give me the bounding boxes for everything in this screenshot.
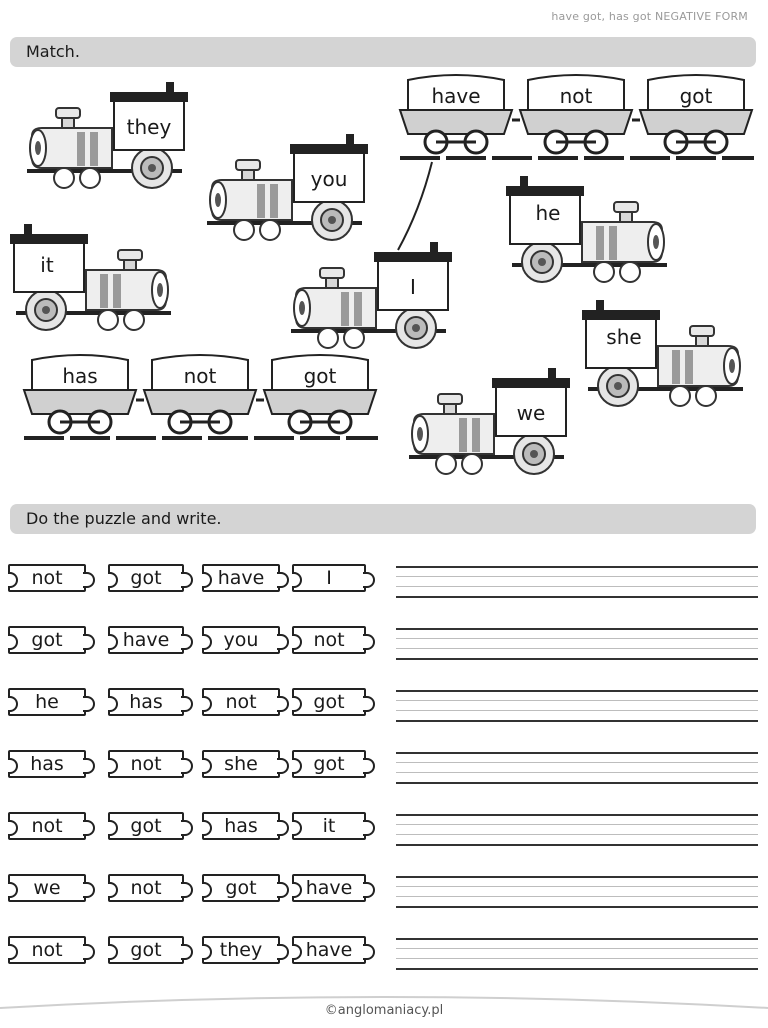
writing-line <box>396 576 758 577</box>
writing-line <box>396 824 758 825</box>
puzzle-knob <box>202 820 212 836</box>
puzzle-piece[interactable] <box>202 874 280 902</box>
engine-label-it: it <box>40 253 54 277</box>
writing-line <box>396 762 758 763</box>
puzzle-word: have <box>305 939 353 961</box>
writing-line <box>396 628 758 630</box>
writing-line <box>396 968 758 970</box>
puzzle-knob <box>292 696 302 712</box>
puzzle-knob <box>363 572 375 588</box>
puzzle-knob <box>363 758 375 774</box>
puzzle-piece[interactable] <box>108 812 184 840</box>
puzzle-piece[interactable] <box>292 626 366 654</box>
puzzle-row <box>8 686 378 720</box>
puzzle-piece[interactable] <box>202 936 280 964</box>
writing-line <box>396 876 758 878</box>
puzzle-knob <box>277 882 289 898</box>
puzzle-word: he <box>35 691 59 713</box>
puzzle-knob <box>108 820 118 836</box>
engine-you <box>207 134 368 240</box>
puzzle-knob <box>181 882 193 898</box>
writing-line <box>396 638 758 639</box>
puzzle-piece[interactable] <box>8 812 86 840</box>
writing-line <box>396 896 758 897</box>
puzzle-knob <box>277 634 289 650</box>
puzzle-word: got <box>225 877 257 899</box>
writing-lines[interactable] <box>396 876 758 908</box>
puzzle-row <box>8 810 378 844</box>
puzzle-word: have <box>217 567 265 589</box>
puzzle-word: got <box>313 691 345 713</box>
puzzle-knob <box>363 944 375 960</box>
puzzle-knob <box>83 696 95 712</box>
puzzle-knob <box>363 696 375 712</box>
puzzle-knob <box>292 572 302 588</box>
writing-line <box>396 772 758 773</box>
puzzle-knob <box>83 634 95 650</box>
wagon-label-not-2: not <box>183 364 217 388</box>
puzzle-knob <box>292 944 302 960</box>
puzzle-word: not <box>130 753 162 775</box>
match-instruction-bar <box>10 37 756 67</box>
puzzle-word: have <box>122 629 170 651</box>
puzzle-row <box>8 748 378 782</box>
train-top-wagons <box>400 75 754 158</box>
puzzle-knob <box>202 696 212 712</box>
puzzle-row <box>8 562 378 596</box>
writing-line <box>396 586 758 587</box>
engine-label-they: they <box>126 115 172 139</box>
puzzle-knob <box>363 820 375 836</box>
puzzle-instruction-bar <box>10 504 756 534</box>
worksheet-topic: have got, has got NEGATIVE FORM <box>551 10 748 23</box>
puzzle-knob <box>108 944 118 960</box>
puzzle-knob <box>202 634 212 650</box>
puzzle-knob <box>202 882 212 898</box>
puzzle-knob <box>292 634 302 650</box>
puzzle-knob <box>8 758 18 774</box>
match-instruction: Match. <box>26 42 80 61</box>
puzzle-piece[interactable] <box>202 812 280 840</box>
puzzle-knob <box>363 634 375 650</box>
engine-label-we: we <box>516 401 546 425</box>
puzzle-knob <box>202 944 212 960</box>
puzzle-knob <box>8 882 18 898</box>
puzzle-piece[interactable] <box>108 688 184 716</box>
writing-line <box>396 566 758 568</box>
puzzle-word: not <box>31 815 63 837</box>
puzzle-knob <box>8 820 18 836</box>
puzzle-knob <box>83 882 95 898</box>
puzzle-knob <box>277 572 289 588</box>
puzzle-word: got <box>31 629 63 651</box>
puzzle-row <box>8 934 378 968</box>
writing-line <box>396 844 758 846</box>
engine-she <box>582 300 743 406</box>
puzzle-word: she <box>224 753 258 775</box>
puzzle-piece[interactable] <box>8 564 86 592</box>
writing-line <box>396 648 758 649</box>
puzzle-knob <box>8 696 18 712</box>
writing-line <box>396 814 758 816</box>
engine-it <box>10 224 171 330</box>
writing-line <box>396 700 758 701</box>
engine-label-he: he <box>535 201 561 225</box>
engine-label-she: she <box>606 325 642 349</box>
puzzle-piece[interactable] <box>108 750 184 778</box>
puzzle-piece[interactable] <box>292 750 366 778</box>
puzzle-word: not <box>225 691 257 713</box>
puzzle-knob <box>202 758 212 774</box>
writing-lines[interactable] <box>396 690 758 722</box>
puzzle-word: not <box>130 877 162 899</box>
puzzle-piece[interactable] <box>8 936 86 964</box>
puzzle-word: has <box>129 691 163 713</box>
puzzle-knob <box>83 944 95 960</box>
engine-he <box>506 176 667 282</box>
writing-line <box>396 834 758 835</box>
engine-they <box>27 82 188 188</box>
puzzle-knob <box>108 882 118 898</box>
writing-lines[interactable] <box>396 938 758 970</box>
writing-line <box>396 948 758 949</box>
writing-line <box>396 958 758 959</box>
puzzle-piece[interactable] <box>108 874 184 902</box>
puzzle-word: got <box>130 939 162 961</box>
wagon-label-have: have <box>431 84 481 108</box>
writing-line <box>396 782 758 784</box>
wagon-label-got: got <box>679 84 713 108</box>
wagon-label-has: has <box>62 364 98 388</box>
puzzle-row <box>8 872 378 906</box>
wagon-label-got-2: got <box>303 364 337 388</box>
puzzle-word: not <box>313 629 345 651</box>
writing-line <box>396 596 758 598</box>
puzzle-piece[interactable] <box>202 750 280 778</box>
puzzle-knob <box>277 820 289 836</box>
writing-lines[interactable] <box>396 566 758 598</box>
writing-line <box>396 906 758 908</box>
wagon-label-not: not <box>559 84 593 108</box>
puzzle-word: have <box>305 877 353 899</box>
puzzle-piece[interactable] <box>8 688 86 716</box>
puzzle-knob <box>363 882 375 898</box>
puzzle-knob <box>181 696 193 712</box>
puzzle-word: has <box>30 753 64 775</box>
puzzle-piece[interactable] <box>292 688 366 716</box>
puzzle-knob <box>83 820 95 836</box>
puzzle-knob <box>108 634 118 650</box>
puzzle-piece[interactable] <box>292 936 366 964</box>
puzzle-knob <box>181 758 193 774</box>
puzzle-row <box>8 624 378 658</box>
puzzle-word: not <box>31 567 63 589</box>
puzzle-piece[interactable] <box>202 688 280 716</box>
writing-line <box>396 690 758 692</box>
puzzle-word: got <box>130 567 162 589</box>
puzzle-word: we <box>33 877 61 899</box>
puzzle-knob <box>108 572 118 588</box>
puzzle-piece[interactable] <box>292 564 366 592</box>
puzzle-piece[interactable] <box>202 564 280 592</box>
puzzle-piece[interactable] <box>108 564 184 592</box>
writing-lines[interactable] <box>396 752 758 784</box>
puzzle-piece[interactable] <box>292 812 366 840</box>
writing-lines[interactable] <box>396 628 758 660</box>
engine-i <box>291 242 452 348</box>
puzzle-piece[interactable] <box>202 626 280 654</box>
writing-line <box>396 720 758 722</box>
writing-line <box>396 938 758 940</box>
match-example-line <box>398 162 432 250</box>
puzzle-piece[interactable] <box>8 750 86 778</box>
puzzle-piece[interactable] <box>108 626 184 654</box>
puzzle-piece[interactable] <box>8 874 86 902</box>
puzzle-word: got <box>313 753 345 775</box>
puzzle-piece[interactable] <box>8 626 86 654</box>
puzzle-knob <box>83 758 95 774</box>
writing-line <box>396 710 758 711</box>
writing-lines[interactable] <box>396 814 758 846</box>
puzzle-word: not <box>31 939 63 961</box>
puzzle-knob <box>292 820 302 836</box>
match-illustration <box>0 70 768 490</box>
puzzle-word: I <box>326 567 332 589</box>
puzzle-knob <box>181 572 193 588</box>
puzzle-knob <box>8 634 18 650</box>
engine-we <box>409 368 570 474</box>
engine-label-i: I <box>410 275 416 299</box>
puzzle-knob <box>202 572 212 588</box>
puzzle-instruction: Do the puzzle and write. <box>26 509 222 528</box>
puzzle-knob <box>108 696 118 712</box>
writing-line <box>396 886 758 887</box>
puzzle-knob <box>8 944 18 960</box>
puzzle-knob <box>277 944 289 960</box>
puzzle-knob <box>277 696 289 712</box>
puzzle-word: you <box>223 629 259 651</box>
footer-credit: ©anglomaniacy.pl <box>324 1003 444 1018</box>
engine-label-you: you <box>310 167 348 191</box>
puzzle-knob <box>181 944 193 960</box>
puzzle-knob <box>181 634 193 650</box>
puzzle-knob <box>292 758 302 774</box>
puzzle-knob <box>292 882 302 898</box>
writing-line <box>396 752 758 754</box>
puzzle-word: has <box>224 815 258 837</box>
puzzle-piece[interactable] <box>108 936 184 964</box>
puzzle-piece[interactable] <box>292 874 366 902</box>
puzzle-knob <box>108 758 118 774</box>
puzzle-knob <box>83 572 95 588</box>
train-bottom-wagons <box>24 355 378 438</box>
puzzle-word: they <box>219 939 263 961</box>
puzzle-knob <box>181 820 193 836</box>
puzzle-knob <box>8 572 18 588</box>
puzzle-knob <box>277 758 289 774</box>
puzzle-word: got <box>130 815 162 837</box>
puzzle-word: it <box>322 815 336 837</box>
writing-line <box>396 658 758 660</box>
